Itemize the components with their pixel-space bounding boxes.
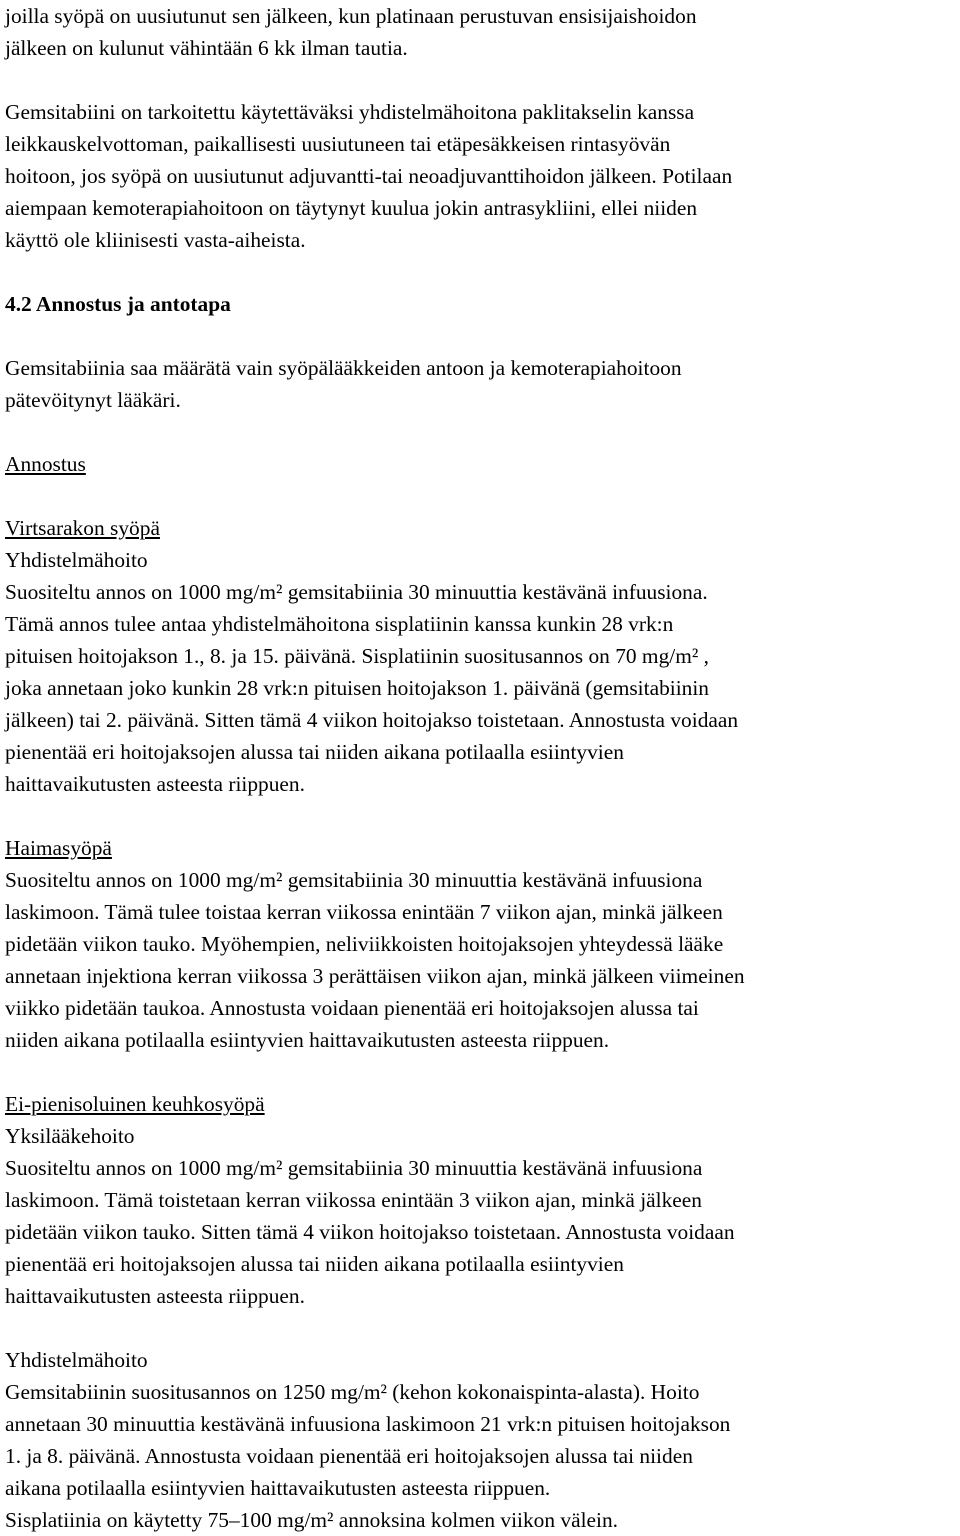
section-nsclc [5, 1088, 955, 1312]
text-line: joka annetaan joko kunkin 28 vrk:n pituisen hoitojakson 1. päivänä (gemsitabiinin [5, 676, 709, 700]
combination-subtitle: Yhdistelmähoito [5, 1348, 148, 1372]
text-line: leikkauskelvottoman, paikallisesti uusiutuneen tai etäpesäkkeisen rintasyövän [5, 132, 671, 156]
nsclc-title: Ei-pienisoluinen keuhkosyöpä [5, 1092, 265, 1116]
section-bladder-cancer [5, 512, 955, 800]
text-line: Gemsitabiini on tarkoitettu käytettäväksi yhdistelmähoitona paklitakselin kanssa [5, 100, 695, 124]
text-line: laskimoon. Tämä tulee toistaa kerran viikossa enintään 7 viikon ajan, minkä jälkeen [5, 900, 723, 924]
dosage-label: Annostus [5, 452, 86, 476]
bladder-cancer-title: Virtsarakon syöpä [5, 516, 160, 540]
bladder-cancer-subtitle: Yhdistelmähoito [5, 548, 148, 572]
text-line: pidetään viikon tauko. Sitten tämä 4 viikon hoitojakso toistetaan. Annostusta voidaan [5, 1220, 735, 1244]
text-line: Suositeltu annos on 1000 mg/m² gemsitabiinia 30 minuuttia kestävänä infuusiona. [5, 580, 708, 604]
text-line: hoitoon, jos syöpä on uusiutunut adjuvantti-tai neoadjuvanttihoidon jälkeen. Potilaan [5, 164, 733, 188]
text-line: jälkeen) tai 2. päivänä. Sitten tämä 4 viikon hoitojakso toistetaan. Annostusta voidaan [5, 708, 739, 732]
pancreatic-cancer-title: Haimasyöpä [5, 836, 112, 860]
text-line: käyttö ole kliinisesti vasta-aiheista. [5, 228, 306, 252]
text-line: haittavaikutusten asteesta riippuen. [5, 1284, 305, 1308]
paragraph-indications-breast [5, 96, 955, 256]
text-line: pienentää eri hoitojaksojen alussa tai niiden aikana potilaalla esiintyvien [5, 1252, 624, 1276]
section-combination-therapy [5, 1344, 955, 1536]
text-line: viikko pidetään taukoa. Annostusta voidaan pienentää eri hoitojaksojen alussa tai [5, 996, 699, 1020]
text-line: Tämä annos tulee antaa yhdistelmähoitona sisplatiinin kanssa kunkin 28 vrk:n [5, 612, 674, 636]
text-line: aiempaan kemoterapiahoitoon on täytynyt kuulua jokin antrasykliini, ellei niiden [5, 196, 698, 220]
text-line: pidetään viikon tauko. Myöhempien, neliviikkoisten hoitojaksojen yhteydessä lääke [5, 932, 724, 956]
text-line: joilla syöpä on uusiutunut sen jälkeen, kun platinaan perustuvan ensisijaishoidon [5, 4, 697, 28]
subheading-dosage [5, 448, 955, 480]
text-line: pituisen hoitojakson 1., 8. ja 15. päivänä. Sisplatiinin suositusannos on 70 mg/m² , [5, 644, 709, 668]
text-line: Suositeltu annos on 1000 mg/m² gemsitabiinia 30 minuuttia kestävänä infuusiona [5, 868, 703, 892]
text-line: jälkeen on kulunut vähintään 6 kk ilman tautia. [5, 36, 408, 60]
text-line: Sisplatiinia on käytetty 75–100 mg/m² annoksina kolmen viikon välein. [5, 1508, 619, 1532]
text-line: haittavaikutusten asteesta riippuen. [5, 772, 305, 796]
paragraph-prescriber [5, 352, 955, 416]
text-line: aikana potilaalla esiintyvien haittavaikutusten asteesta riippuen. [5, 1476, 551, 1500]
text-line: Gemsitabiinia saa määrätä vain syöpälääkkeiden antoon ja kemoterapiahoitoon [5, 356, 682, 380]
section-heading: 4.2 Annostus ja antotapa [5, 292, 231, 316]
text-line: pätevöitynyt lääkäri. [5, 388, 181, 412]
text-line: pienentää eri hoitojaksojen alussa tai niiden aikana potilaalla esiintyvien [5, 740, 624, 764]
text-line: niiden aikana potilaalla esiintyvien haittavaikutusten asteesta riippuen. [5, 1028, 610, 1052]
nsclc-subtitle: Yksilääkehoito [5, 1124, 135, 1148]
section-pancreatic-cancer [5, 832, 955, 1056]
text-line: annetaan injektiona kerran viikossa 3 perättäisen viikon ajan, minkä jälkeen viimeinen [5, 964, 745, 988]
text-line: annetaan 30 minuuttia kestävänä infuusiona laskimoon 21 vrk:n pituisen hoitojakson [5, 1412, 731, 1436]
text-line: 1. ja 8. päivänä. Annostusta voidaan pienentää eri hoitojaksojen alussa tai niiden [5, 1444, 693, 1468]
document-page [5, 0, 955, 1536]
text-line: laskimoon. Tämä toistetaan kerran viikossa enintään 3 viikon ajan, minkä jälkeen [5, 1188, 702, 1212]
text-line: Gemsitabiinin suositusannos on 1250 mg/m² (kehon kokonaispinta-alasta). Hoito [5, 1380, 700, 1404]
paragraph-indications-ovarian [5, 0, 955, 64]
text-line: Suositeltu annos on 1000 mg/m² gemsitabiinia 30 minuuttia kestävänä infuusiona [5, 1156, 703, 1180]
